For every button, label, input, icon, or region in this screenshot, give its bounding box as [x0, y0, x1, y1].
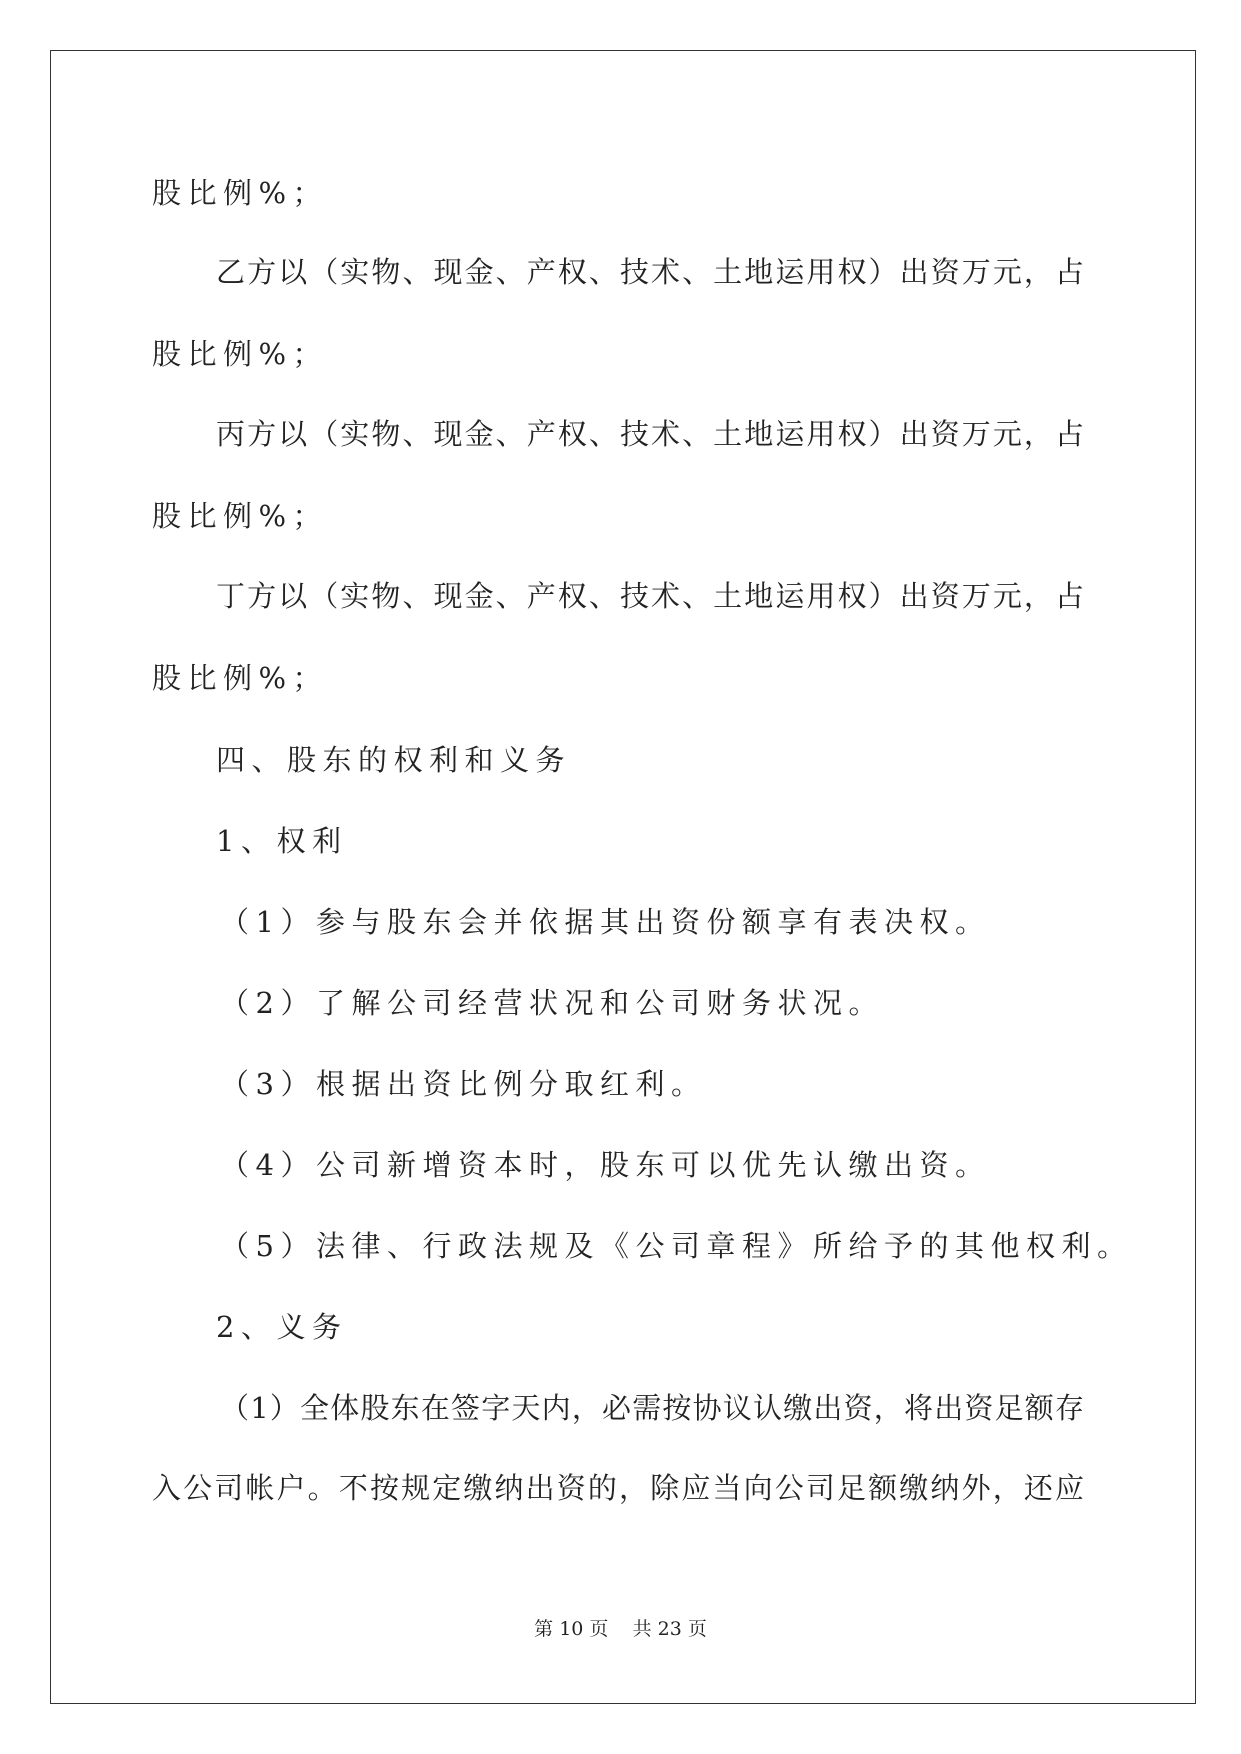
list-item: （4）公司新增资本时，股东可以优先认缴出资。 — [220, 1148, 991, 1182]
text-line: 股比例%； — [152, 337, 329, 371]
page-number: 第 10 页 共 23 页 — [534, 1618, 707, 1640]
text-line: 丁方以（实物、现金、产权、技术、土地运用权）出资万元，占 — [216, 579, 1084, 613]
list-item: （3）根据出资比例分取红利。 — [220, 1067, 707, 1101]
page-border — [50, 50, 1196, 1704]
section-heading: 四、股东的权利和义务 — [216, 743, 572, 777]
subsection-heading: 1、权利 — [216, 824, 348, 858]
list-item: （1）参与股东会并依据其出资份额享有表决权。 — [220, 905, 991, 939]
list-item: （1）全体股东在签字天内，必需按协议认缴出资，将出资足额存 — [220, 1391, 1084, 1425]
text-line: 股比例%； — [152, 176, 329, 210]
text-line: 丙方以（实物、现金、产权、技术、土地运用权）出资万元，占 — [216, 417, 1084, 451]
list-item: （2）了解公司经营状况和公司财务状况。 — [220, 986, 884, 1020]
text-line: 入公司帐户。不按规定缴纳出资的，除应当向公司足额缴纳外，还应 — [152, 1471, 1084, 1505]
subsection-heading: 2、义务 — [216, 1310, 348, 1344]
text-line: 股比例%； — [152, 661, 329, 695]
list-item: （5）法律、行政法规及《公司章程》所给予的其他权利。 — [220, 1229, 1133, 1263]
text-line: 股比例%； — [152, 499, 329, 533]
text-line: 乙方以（实物、现金、产权、技术、土地运用权）出资万元，占 — [216, 255, 1084, 289]
